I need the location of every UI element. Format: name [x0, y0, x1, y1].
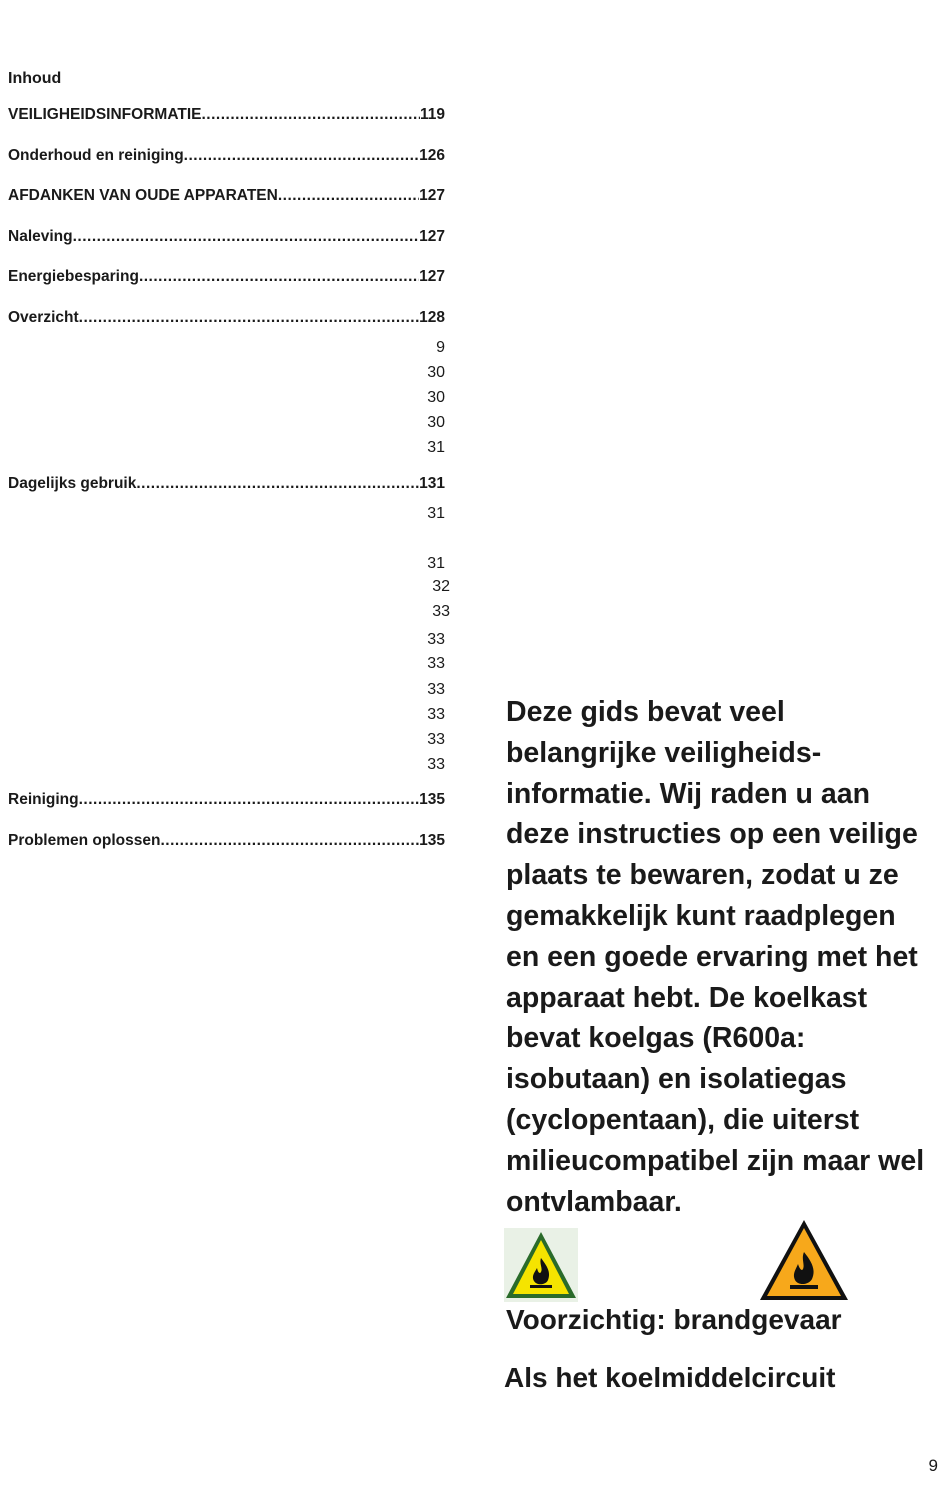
safety-warning-text: Deze gids bevat veel belangrijke veiligheids- informatie. Wij raden u aan deze instructies op een veilige plaats te bewaren, zodat u ze gemakkelijk kunt raadplegen en een goede ervaring met het apparaat hebt. De koelkast bevat koelgas (R600a: isobutaan) en isolatiegas (cyclopentaan), die uiterst milieucompatibel zijn maar wel ontvlambaar. — [506, 696, 925, 1218]
toc-entry-page: 119 — [419, 106, 445, 123]
toc-entry — [8, 187, 445, 205]
toc-page-number: 30 — [427, 364, 445, 381]
toc-page-number: 30 — [427, 389, 445, 406]
toc-page-number: 9 — [436, 339, 445, 356]
toc-entry-label: Overzicht — [8, 309, 79, 326]
toc-entry-label: Energiebesparing — [8, 268, 139, 285]
toc-page-number: 31 — [427, 439, 445, 456]
toc-leader-dots — [201, 106, 420, 124]
toc-entry-page: 126 — [419, 147, 445, 164]
toc-page-number: 32 — [432, 578, 450, 595]
toc-page-number: 33 — [427, 706, 445, 723]
toc-entry — [8, 791, 445, 809]
toc-leader-dots — [79, 791, 420, 809]
toc-page-number: 33 — [427, 655, 445, 672]
toc-page-number: 31 — [427, 505, 445, 522]
toc-leader-dots — [139, 268, 419, 286]
toc-leader-dots — [184, 147, 419, 165]
toc-entry-label: Onderhoud en reiniging — [8, 147, 184, 164]
toc-page-number: 31 — [427, 555, 445, 572]
toc-leader-dots — [160, 832, 419, 850]
toc-entry — [8, 268, 445, 286]
toc-page-number: 30 — [427, 414, 445, 431]
toc-entry-page: 127 — [419, 228, 445, 245]
toc-entry — [8, 832, 445, 850]
toc-entry — [8, 147, 445, 165]
toc-entry — [8, 228, 445, 246]
toc-leader-dots — [79, 309, 419, 327]
toc-entry-page: 127 — [419, 187, 445, 204]
caution-heading: Voorzichtig: brandgevaar — [506, 1304, 842, 1335]
toc-entry-page: 131 — [419, 475, 445, 492]
toc-entry — [8, 106, 445, 124]
toc-entry-label: AFDANKEN VAN OUDE APPARATEN — [8, 187, 278, 204]
toc-page-number: 33 — [427, 681, 445, 698]
toc-page-number: 33 — [427, 756, 445, 773]
page-number: 9 — [928, 1456, 938, 1475]
toc-page-number: 33 — [427, 631, 445, 648]
toc-entry-label: Problemen oplossen — [8, 832, 161, 849]
toc-heading: Inhoud — [8, 70, 62, 87]
toc-page-number: 33 — [432, 603, 450, 620]
toc-entry-page: 135 — [419, 832, 445, 849]
toc-page-number: 33 — [427, 731, 445, 748]
flammable-warning-icon — [504, 1228, 578, 1302]
toc-entry — [8, 475, 445, 493]
toc-entry-page: 135 — [419, 791, 445, 808]
toc-entry-page: 127 — [419, 268, 445, 285]
toc-entry-label: Dagelijks gebruik — [8, 475, 137, 492]
toc-leader-dots — [278, 187, 419, 205]
toc-entry-page: 128 — [419, 309, 445, 326]
flammable-warning-icon — [758, 1218, 850, 1302]
toc-entry — [8, 309, 445, 327]
toc-leader-dots — [136, 475, 419, 493]
toc-entry-label: VEILIGHEIDSINFORMATIE — [8, 106, 202, 123]
continuation-text: Als het koelmiddelcircuit — [504, 1362, 836, 1393]
toc-leader-dots — [73, 228, 420, 246]
toc-entry-label: Naleving — [8, 228, 73, 245]
toc-entry-label: Reiniging — [8, 791, 79, 808]
